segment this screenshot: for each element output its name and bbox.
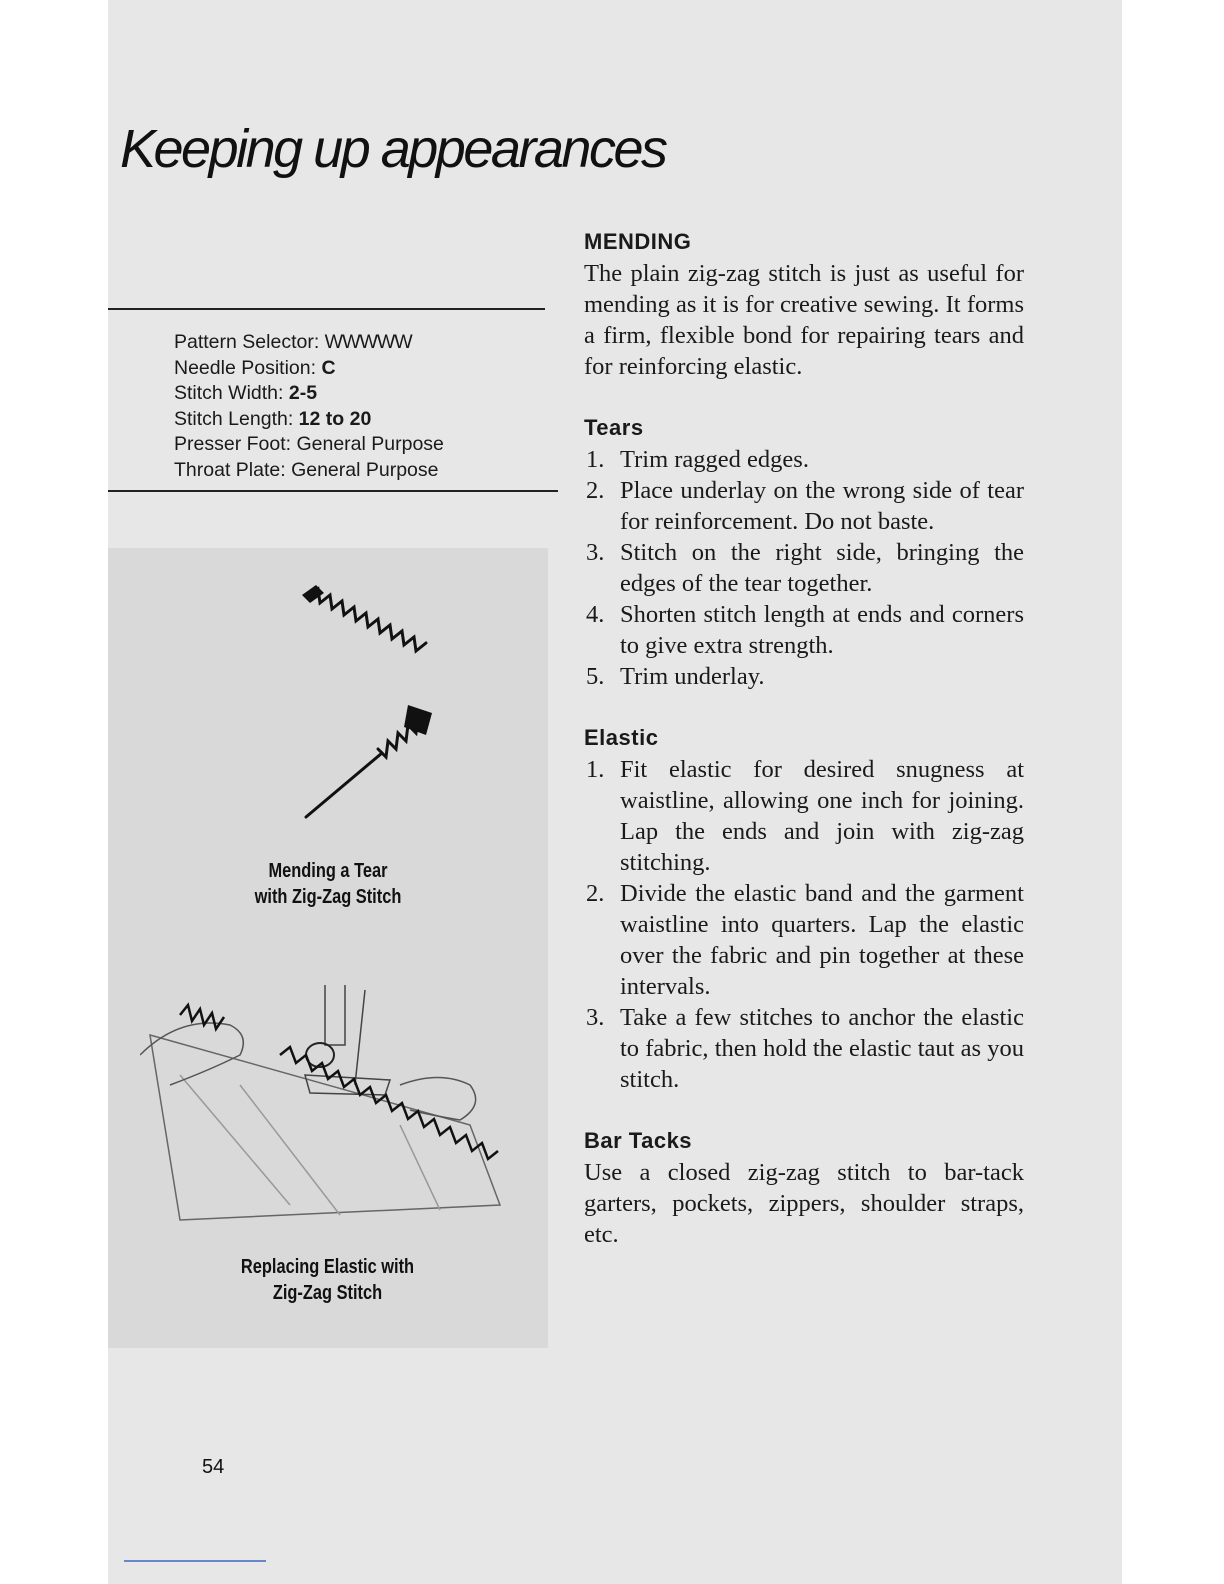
list-item <box>584 444 1024 475</box>
setting-value: 12 to 20 <box>298 407 372 430</box>
step-text: Trim underlay. <box>620 663 765 690</box>
setting-value: WWWWW <box>324 331 412 353</box>
instructions-column <box>584 226 1024 1250</box>
step-number: 3. <box>586 539 605 566</box>
elastic-steps <box>584 754 1024 1095</box>
step-text: Divide the elastic band and the garment waistline into quarters. Lap the elastic over the fabric and pin together at these intervals. <box>620 880 1024 1000</box>
list-item <box>584 661 1024 692</box>
step-text: Take a few stitches to anchor the elastic to fabric, then hold the elastic taut as you stitch. <box>620 1004 1024 1093</box>
setting-label: Pattern Selector: <box>174 331 320 353</box>
setting-value: C <box>321 356 336 379</box>
elastic-sewing-illustration <box>140 975 520 1230</box>
elastic-heading: Elastic <box>584 725 659 750</box>
setting-stitch-length <box>174 407 534 433</box>
list-item <box>584 754 1024 878</box>
step-text: Fit elastic for desired snugness at waistline, allowing one inch for joining. Lap the ends and join with zig-zag stitching. <box>620 756 1024 876</box>
setting-label: Needle Position: <box>174 356 317 379</box>
step-text: Place underlay on the wrong side of tear for reinforcement. Do not baste. <box>620 477 1024 535</box>
list-item <box>584 475 1024 537</box>
mending-intro: The plain zig-zag stitch is just as useful for mending as it is for creative sewing. It forms a firm, flexible bond for repairing tears and for reinforcing elastic. <box>584 260 1024 380</box>
list-item <box>584 599 1024 661</box>
machine-settings <box>174 330 534 483</box>
scan-edge-mark <box>124 1560 266 1562</box>
setting-presser-foot <box>174 432 534 458</box>
setting-label: Stitch Width: <box>174 382 284 404</box>
page-number: 54 <box>202 1456 225 1478</box>
setting-throat-plate <box>174 458 534 484</box>
caption-line: Replacing Elastic with <box>240 1256 415 1278</box>
settings-top-rule <box>108 308 545 310</box>
setting-label: Stitch Length: <box>174 407 294 430</box>
setting-value: 2-5 <box>288 382 318 404</box>
setting-pattern-selector <box>174 330 534 356</box>
list-item <box>584 878 1024 1002</box>
caption-line: Mending a Tear <box>268 860 388 882</box>
caption-line: with Zig-Zag Stitch <box>254 886 402 908</box>
step-number: 3. <box>586 1004 605 1031</box>
step-number: 1. <box>586 446 605 473</box>
list-item <box>584 537 1024 599</box>
step-text: Stitch on the right side, bringing the edges of the tear together. <box>620 539 1024 597</box>
setting-value: General Purpose <box>296 433 444 455</box>
caption-line: Zig-Zag Stitch <box>272 1282 383 1304</box>
elastic-caption <box>223 1254 432 1306</box>
page-title: Keeping up appearances <box>120 119 666 179</box>
list-item <box>584 1002 1024 1095</box>
bar-tacks-heading: Bar Tacks <box>584 1128 693 1153</box>
tears-heading: Tears <box>584 415 644 440</box>
setting-label: Presser Foot: <box>174 433 292 455</box>
setting-needle-position <box>174 356 534 382</box>
bar-tacks-text: Use a closed zig-zag stitch to bar-tack garters, pockets, zippers, shoulder straps, etc. <box>584 1159 1024 1248</box>
tear-caption <box>238 858 418 910</box>
settings-bottom-rule <box>108 490 558 492</box>
step-number: 2. <box>586 477 605 504</box>
step-number: 4. <box>586 601 605 628</box>
setting-label: Throat Plate: <box>174 458 286 481</box>
tear-stitch-illustration <box>290 585 450 830</box>
step-text: Trim ragged edges. <box>620 446 809 473</box>
mending-heading: MENDING <box>584 229 692 254</box>
step-number: 2. <box>586 880 605 907</box>
tears-steps <box>584 444 1024 692</box>
step-text: Shorten stitch length at ends and corners to give extra strength. <box>620 601 1024 659</box>
setting-value: General Purpose <box>291 458 439 481</box>
step-number: 5. <box>586 663 605 690</box>
step-number: 1. <box>586 756 605 783</box>
setting-stitch-width <box>174 381 534 407</box>
